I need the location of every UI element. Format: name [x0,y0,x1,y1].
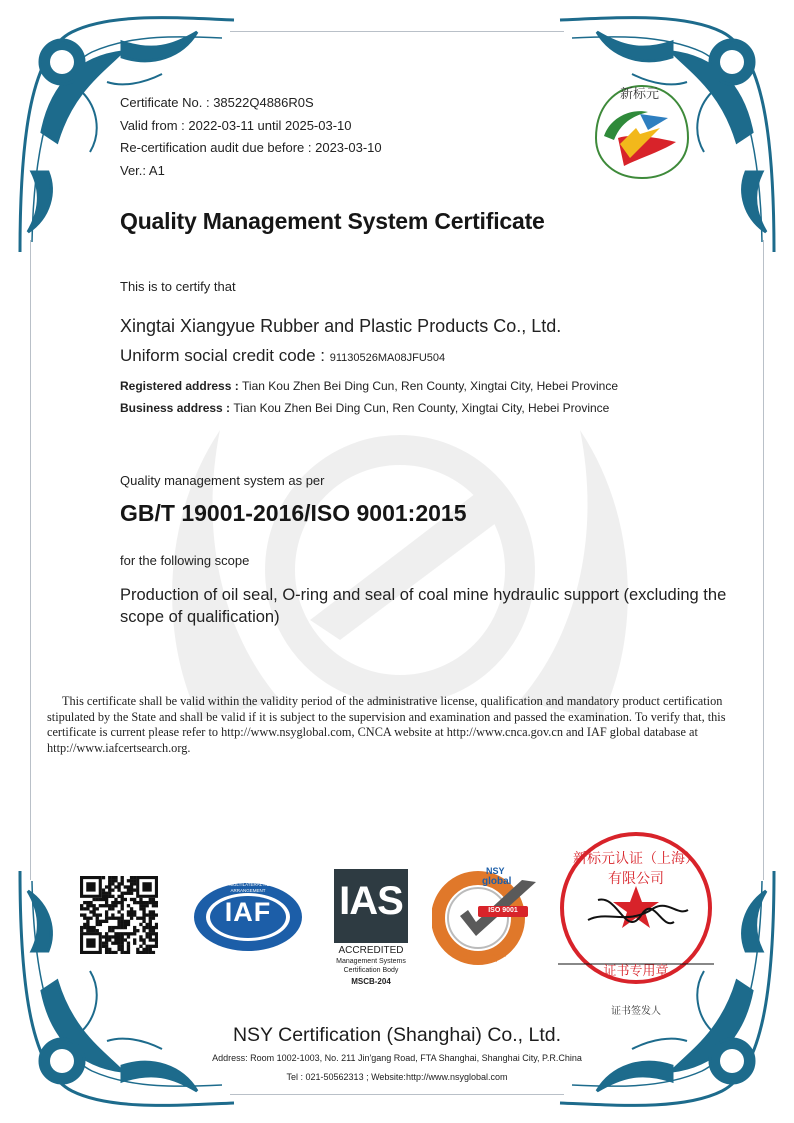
nsy-top-text: NSY [486,866,505,876]
system-intro: Quality management system as per [120,473,325,488]
business-address: Tian Kou Zhen Bei Ding Cun, Ren County, Xingtai City, Hebei Province [233,401,610,415]
signature-caption: 证书签发人 [611,1006,661,1017]
ias-accredited: ACCREDITED [338,945,404,956]
footer-address-line: Address: Room 1002-1003, No. 211 Jin'gang Road, FTA Shanghai, Shanghai City, P.R.China [212,1053,582,1063]
company-name: Xingtai Xiangyue Rubber and Plastic Products Co., Ltd. [120,316,562,336]
iaf-logo-text: IAF [224,897,272,927]
business-address-line: Business address : Tian Kou Zhen Bei Ding Cun, Ren County, Xingtai City, Hebei Province [120,401,610,415]
frame-line-bottom [230,1094,564,1095]
standard: GB/T 19001-2016/ISO 9001:2015 [120,500,467,526]
scope-intro: for the following scope [120,553,250,568]
ias-line1: Management Systems [336,958,406,965]
frame-line-left [30,240,31,880]
ias-line2: Certification Body [343,967,399,974]
valid-from: 2022-03-11 [188,117,254,133]
footer-company: NSY Certification (Shanghai) Co., Ltd. [232,1024,562,1046]
registered-address: Tian Kou Zhen Bei Ding Cun, Ren County, Xingtai City, Hebei Province [242,379,619,393]
certificate-number: 38522Q4886R0S [213,95,314,110]
nsy-iso-text: ISO 9001 [488,907,518,914]
frame-line-top [230,31,564,32]
nsy-ring-text: MANAGEMENT SYSTEM CERTIFICATION [454,953,506,963]
issuer-logo-text: 新标元 [620,87,660,102]
scope-text: Production of oil seal, O-ring and seal of coal mine hydraulic support (excluding the scope of qualification) [120,586,727,626]
version: A1 [148,162,165,178]
registered-address-line: Registered address : Tian Kou Zhen Bei Ding Cun, Ren County, Xingtai City, Hebei Province [120,379,619,393]
nsy-global-text: global [482,876,512,887]
version-line: Ver.: A1 [120,162,165,178]
credit-code-line: Uniform social credit code : 91130526MA08JFU504 [120,346,446,365]
ias-code: MSCB-204 [351,977,391,986]
seal-bottom-text: 证书专用章 [603,964,669,979]
recert-date: 2023-03-10 [315,140,382,155]
validity-line: Valid from : 2022-03-11 until 2025-03-10 [120,117,352,133]
footer-website: http://www.nsyglobal.com [405,1072,508,1082]
certificate-meta [120,92,382,182]
legal-text: This certificate shall be valid within the validity period of the administrative license, qualification and mandatory product certification stipulated by the State and shall be valid if it is subject to the supervision and examination and passed the examination. To verify that, this certificate is current please refer to http://www.nsyglobal.com, CNCA website at http://www.cnca.gov.cn and IAF global database at http://www.iafcertsearch.org. [47,694,726,755]
frame-line-right [763,240,764,880]
footer-address: Room 1002-1003, No. 211 Jin'gang Road, FTA Shanghai, Shanghai City, P.R.China [250,1053,582,1063]
recertification-line: Re-certification audit due before : 2023-03-10 [120,140,382,155]
certificate-number-line: Certificate No. : 38522Q4886R0S [120,95,314,110]
footer-contact-line: Tel : 021-50562313 ; Website:http://www.nsyglobal.com [286,1072,508,1082]
certify-intro: This is to certify that [120,279,236,294]
ias-logo-text: IAS [339,879,403,923]
valid-until: 2025-03-10 [285,117,352,133]
credit-code: 91130526MA08JFU504 [329,352,446,364]
qr-code [80,876,158,954]
certificate-title: Quality Management System Certificate [120,208,545,234]
footer-tel: 021-50562313 [305,1072,364,1082]
iaf-ring-text: MEMBER OF MULTILATERAL RECOGNITION ARRANGEMENT [200,882,296,893]
seal-text: 新标元认证（上海）有限公司 [573,851,699,887]
